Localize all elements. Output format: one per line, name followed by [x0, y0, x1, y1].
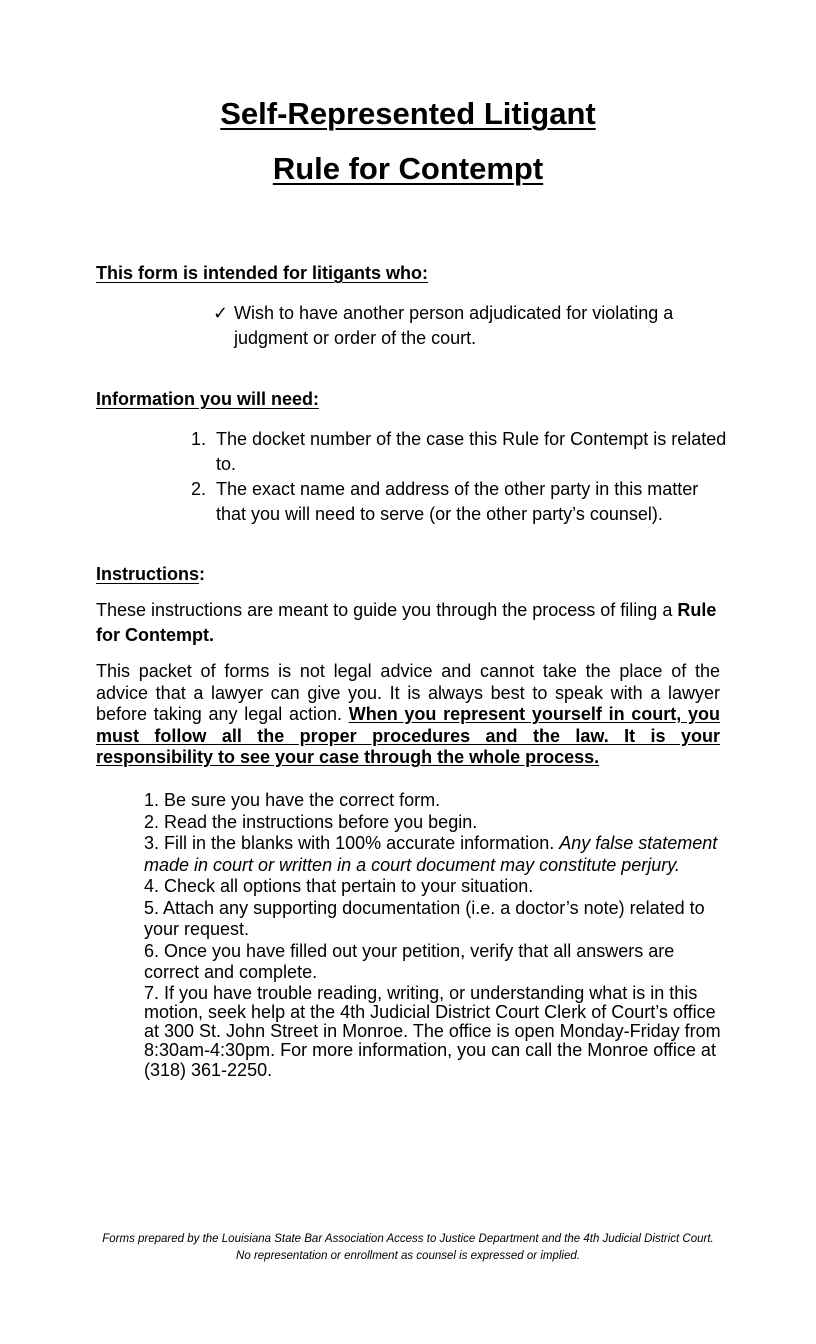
list-item-text: The docket number of the case this Rule for Contempt is related to.	[216, 429, 727, 474]
instruction-step	[144, 833, 722, 876]
instructions-intro	[96, 598, 720, 648]
instruction-step-text: 3. Fill in the blanks with 100% accurate information.	[144, 833, 560, 853]
footer-disclaimer: Forms prepared by the Louisiana State Bar Association Access to Justice Department and the 4th Judicial District Court. No representation or enrollment as counsel is expressed or implied.	[102, 1233, 714, 1262]
checkmark-icon: ✓	[213, 303, 229, 323]
instruction-step: 2. Read the instructions before you begin.	[144, 811, 478, 832]
instructions-intro-bold: Rule for Contempt.	[96, 600, 717, 645]
perjury-warning: Any false statement made in court or written in a court document may constitute perjury.	[144, 833, 718, 875]
instruction-step: 5. Attach any supporting documentation (i.e. a doctor’s note) related to your request.	[144, 897, 705, 939]
information-needed-list	[191, 427, 731, 527]
list-item-number: 1.	[191, 429, 207, 449]
legal-advice-paragraph	[96, 661, 720, 769]
instructions-heading	[96, 564, 205, 585]
instructions-heading-colon: :	[199, 564, 206, 584]
list-item-text: The exact name and address of the other party in this matter that you will need to serve (or the other party’s counsel).	[216, 479, 699, 524]
list-item	[191, 477, 731, 527]
list-item	[191, 427, 731, 477]
information-needed-heading: Information you will need:	[96, 389, 320, 409]
instruction-step: 4. Check all options that pertain to your situation.	[144, 876, 534, 896]
document-title: Self-Represented Litigant	[220, 96, 596, 131]
document-subtitle: Rule for Contempt	[272, 151, 544, 186]
instruction-step: 1. Be sure you have the correct form.	[144, 790, 441, 810]
instruction-step: 6. Once you have filled out your petition, verify that all answers are correct and complete.	[144, 940, 675, 982]
legal-advice-text: This packet of forms is not legal advice and cannot take the place of the advice that a lawyer can give you. It is always best to speak with a lawyer before taking any legal action.	[96, 661, 720, 724]
instructions-heading-text: Instructions	[96, 564, 200, 584]
intended-for-item-text: Wish to have another person adjudicated for violating a judgment or order of the court.	[234, 303, 674, 348]
intended-for-heading: This form is intended for litigants who:	[96, 263, 428, 283]
legal-advice-warning: When you represent yourself in court, you must follow all the proper procedures and the law. It is your responsibility to see your case through the whole process.	[96, 704, 720, 767]
instructions-intro-text: These instructions are meant to guide you through the process of filing a	[96, 600, 678, 620]
instruction-steps	[144, 790, 722, 1080]
instruction-step: 7. If you have trouble reading, writing, or understanding what is in this motion, seek help at the 4th Judicial District Court Clerk of Court’s office at 300 St. John Street in Monroe. The office is open Monday-Friday from 8:30am-4:30pm. For more information, you can call the Monroe office at (318) 361-2250.	[144, 982, 721, 1080]
list-item-number: 2.	[191, 479, 207, 499]
